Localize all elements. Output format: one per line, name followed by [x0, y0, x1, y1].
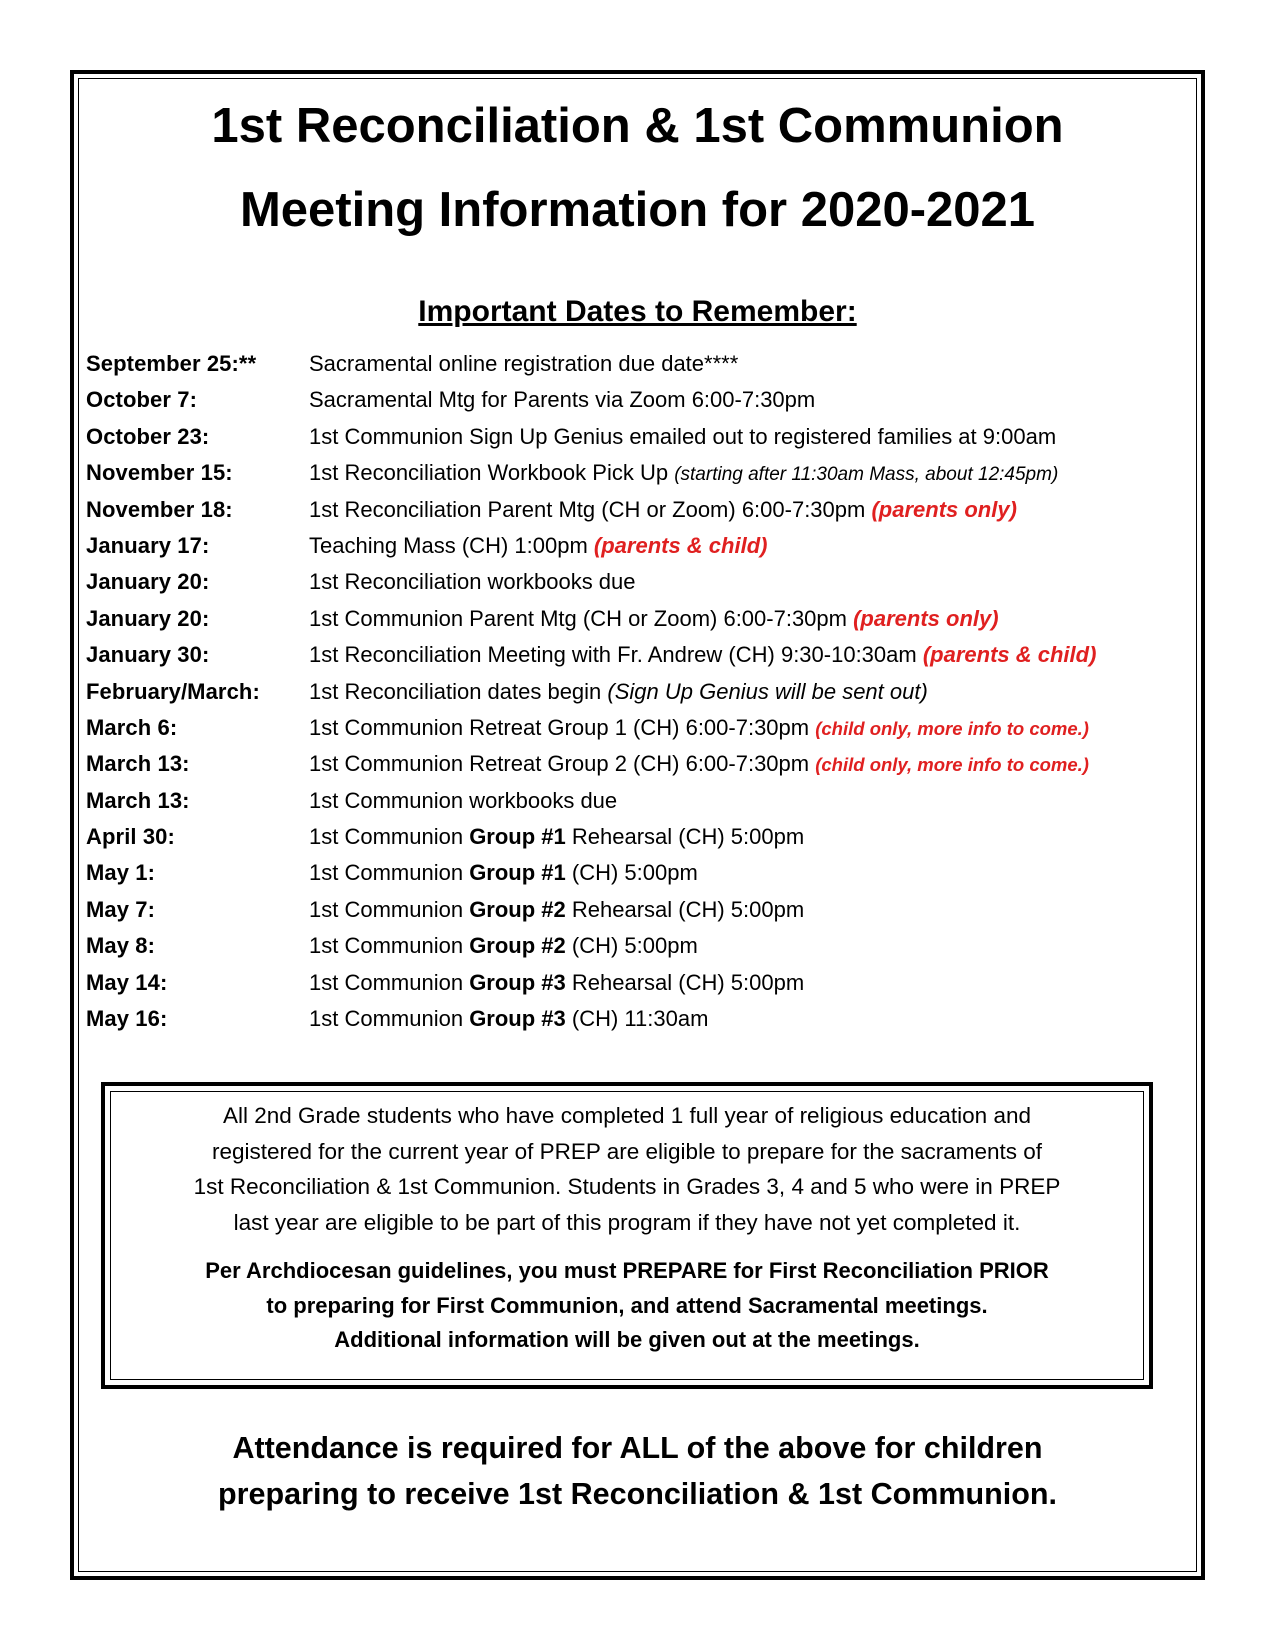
- schedule-date: November 15:: [86, 460, 233, 486]
- schedule-group: Group #1: [469, 860, 566, 886]
- schedule-description: [309, 1001, 708, 1037]
- eligibility-line: 1st Reconciliation & 1st Communion. Students in Grades 3, 4 and 5 who were in PREP: [193, 1174, 1061, 1199]
- schedule-row: [86, 855, 1206, 891]
- schedule-row: [86, 965, 1206, 1001]
- schedule-description: [309, 564, 636, 600]
- schedule-description: [309, 965, 804, 1001]
- eligibility-line: All 2nd Grade students who have completed 1 full year of religious education and: [222, 1103, 1031, 1128]
- schedule-text: 1st Reconciliation Workbook Pick Up: [309, 460, 675, 486]
- schedule-group: Group #1: [469, 824, 566, 850]
- schedule-row: [86, 346, 1206, 382]
- schedule-note: (starting after 11:30am Mass, about 12:45pm): [674, 464, 1059, 486]
- schedule-date: April 30:: [86, 824, 175, 850]
- schedule-row: [86, 674, 1206, 710]
- schedule-date: March 13:: [86, 787, 190, 813]
- attendance-notice-line: preparing to receive 1st Reconciliation & 1st Communion.: [218, 1477, 1057, 1511]
- schedule-text: Rehearsal (CH) 5:00pm: [565, 896, 805, 922]
- schedule-date: January 20:: [86, 569, 210, 595]
- schedule-row: [86, 928, 1206, 964]
- schedule-note: (child only, more info to come.): [815, 754, 1089, 776]
- schedule-text: (CH) 5:00pm: [565, 860, 698, 886]
- schedule-row: [86, 564, 1206, 600]
- schedule-text: 1st Reconciliation workbooks due: [309, 569, 636, 595]
- schedule-text: Teaching Mass (CH) 1:00pm: [309, 532, 594, 558]
- schedule-date: November 18:: [86, 496, 233, 522]
- schedule-note: (child only, more info to come.): [815, 717, 1089, 739]
- schedule-text: (CH) 11:30am: [565, 1006, 709, 1032]
- schedule-date: February/March:: [86, 678, 260, 704]
- guidelines-line: Additional information will be given out at the meetings.: [334, 1327, 920, 1352]
- schedule-description: [309, 419, 1056, 455]
- schedule-row: [86, 1001, 1206, 1037]
- schedule-text: 1st Communion Sign Up Genius emailed out to registered families at 9:00am: [309, 423, 1057, 449]
- schedule-date: March 6:: [86, 714, 178, 740]
- schedule-date: May 14:: [86, 969, 168, 995]
- schedule-text: 1st Reconciliation dates begin: [309, 678, 608, 704]
- schedule-row: [86, 528, 1206, 564]
- schedule-row: [86, 710, 1206, 746]
- schedule-date: May 7:: [86, 896, 156, 922]
- schedule-description: [309, 382, 815, 418]
- schedule-description: [309, 637, 1096, 673]
- schedule-note: (Sign Up Genius will be sent out): [607, 678, 928, 704]
- schedule-text: Sacramental online registration due date****: [309, 351, 739, 376]
- schedule-row: [86, 601, 1206, 637]
- schedule-description: [309, 783, 617, 819]
- schedule-description: [309, 455, 1058, 493]
- schedule-date: March 13:: [86, 751, 190, 777]
- schedule-description: [309, 710, 1089, 747]
- schedule-text: 1st Reconciliation Meeting with Fr. Andrew (CH) 9:30-10:30am: [309, 642, 923, 668]
- schedule-text: 1st Communion: [309, 896, 470, 922]
- schedule-text: Rehearsal (CH) 5:00pm: [565, 824, 805, 850]
- schedule-date: October 7:: [86, 387, 198, 413]
- schedule-row: [86, 419, 1206, 455]
- schedule-group: Group #3: [469, 969, 566, 995]
- schedule-text: Sacramental Mtg for Parents via Zoom 6:00-7:30pm: [309, 387, 816, 413]
- schedule-description: [309, 928, 698, 964]
- schedule-text: Rehearsal (CH) 5:00pm: [565, 969, 805, 995]
- schedule-row: [86, 746, 1206, 782]
- schedule-text: 1st Communion Parent Mtg (CH or Zoom) 6:00-7:30pm: [309, 605, 854, 631]
- schedule-text: (CH) 5:00pm: [565, 933, 698, 959]
- schedule-date: May 1:: [86, 860, 156, 886]
- schedule-date: January 17:: [86, 532, 210, 558]
- schedule-text: 1st Communion Retreat Group 1 (CH) 6:00-7:30pm: [309, 714, 816, 740]
- guidelines-paragraph: [110, 1254, 1144, 1358]
- schedule-date: May 8:: [86, 933, 156, 959]
- page-title-line-1: 1st Reconciliation & 1st Communion: [211, 99, 1064, 153]
- schedule-description: [309, 674, 928, 710]
- schedule-group: Group #3: [469, 1006, 566, 1032]
- schedule-description: [309, 492, 1017, 528]
- schedule-date: September 25:**: [86, 351, 257, 376]
- schedule-description: [309, 855, 698, 891]
- schedule-text: 1st Communion Retreat Group 2 (CH) 6:00-7:30pm: [309, 751, 816, 777]
- schedule-row: [86, 492, 1206, 528]
- schedule-date: January 30:: [86, 642, 210, 668]
- schedule-note: (parents & child): [922, 642, 1097, 668]
- schedule-note: (parents & child): [593, 532, 768, 558]
- schedule-text: 1st Reconciliation Parent Mtg (CH or Zoom) 6:00-7:30pm: [309, 496, 872, 522]
- schedule-row: [86, 783, 1206, 819]
- attendance-notice-line: Attendance is required for ALL of the above for children: [232, 1431, 1043, 1465]
- schedule-list: [86, 346, 1206, 1037]
- schedule-description: [309, 528, 767, 564]
- schedule-text: 1st Communion: [309, 969, 470, 995]
- section-heading: Important Dates to Remember:: [418, 295, 857, 328]
- schedule-row: [86, 819, 1206, 855]
- eligibility-line: last year are eligible to be part of this program if they have not yet completed it.: [233, 1209, 1021, 1235]
- schedule-group: Group #2: [469, 896, 566, 922]
- schedule-text: 1st Communion: [309, 1006, 470, 1032]
- schedule-text: 1st Communion: [309, 933, 470, 959]
- schedule-text: 1st Communion workbooks due: [309, 787, 618, 813]
- schedule-description: [309, 819, 804, 855]
- eligibility-line: registered for the current year of PREP are eligible to prepare for the sacraments of: [211, 1138, 1042, 1164]
- eligibility-paragraph: [110, 1098, 1144, 1240]
- guidelines-line: to preparing for First Communion, and attend Sacramental meetings.: [266, 1292, 988, 1318]
- schedule-description: [309, 601, 999, 637]
- schedule-description: [309, 892, 804, 928]
- schedule-description: [309, 346, 738, 382]
- page-title-line-2: Meeting Information for 2020-2021: [239, 183, 1036, 237]
- schedule-row: [86, 892, 1206, 928]
- schedule-row: [86, 637, 1206, 673]
- guidelines-line: Per Archdiocesan guidelines, you must PREPARE for First Reconciliation PRIOR: [205, 1258, 1049, 1283]
- schedule-row: [86, 382, 1206, 418]
- schedule-note: (parents only): [871, 496, 1017, 522]
- schedule-row: [86, 455, 1206, 491]
- schedule-date: October 23:: [86, 423, 210, 449]
- schedule-description: [309, 746, 1089, 783]
- attendance-notice: [0, 1425, 1275, 1517]
- schedule-date: January 20:: [86, 605, 210, 631]
- schedule-date: May 16:: [86, 1006, 168, 1032]
- schedule-text: 1st Communion: [309, 824, 470, 850]
- schedule-note: (parents only): [853, 605, 999, 631]
- schedule-text: 1st Communion: [309, 860, 470, 886]
- schedule-group: Group #2: [469, 933, 566, 959]
